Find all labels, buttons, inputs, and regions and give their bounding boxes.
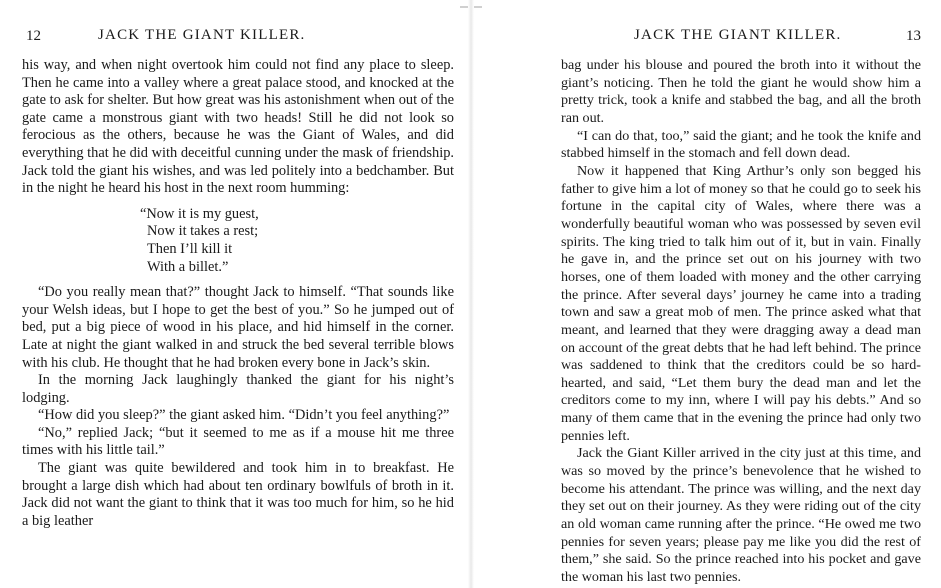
paragraph: “Do you really mean that?” thought Jack to himself. “That sounds like your Welsh ideas, but I hope to get the best of you.” So he jumped out of bed, put a big piece of wood in his place, and hid himself in the corner. Late at night the giant walked in and struck the bed several terrible blows with his club. He thought that he had broken every bone in Jack’s skin.	[22, 284, 454, 371]
book-gutter	[468, 0, 474, 588]
paragraph: The giant was quite bewildered and took him in to breakfast. He brought a large dish which had about ten ordinary bowlfuls of broth in it. Jack did not want the giant to think that it was too much for him, so he hid a big leather	[22, 460, 454, 529]
right-running-title: JACK THE GIANT KILLER.	[634, 27, 842, 43]
left-page-number: 12	[26, 28, 41, 44]
verse-line: Now it takes a rest;	[147, 223, 259, 240]
paragraph: “I can do that, too,” said the giant; and he took the knife and stabbed himself in the stomach and fell down dead.	[561, 127, 921, 162]
right-page-header	[561, 24, 921, 46]
right-page-number: 13	[906, 28, 921, 44]
verse-line: “Now it is my guest,	[140, 205, 259, 222]
left-running-title: JACK THE GIANT KILLER.	[98, 27, 306, 43]
left-page	[22, 0, 454, 588]
verse-line: With a billet.”	[147, 258, 229, 275]
paragraph: In the morning Jack laughingly thanked the giant for his night’s lodging.	[22, 372, 454, 406]
paragraph: Now it happened that King Arthur’s only son begged his father to give him a lot of money so that he could go to seek his fortune in the capital city of Wales, where there was a wonderfully beautiful woman who was possessed by seven evil spirits. The king tried to talk him out of it, but in vain. Finally he gave in, and the prince set out on his journey with two horses, one of them loaded with money and the other carrying the prince. After several days’ journey he came into a trading town and saw a great mob of men. The prince asked what that meant, and learned that they were dragging away a dead man on account of the great debts that he had left behind. The prince was saddened to think that the creditors could be so hard-hearted, and said, “Let them bury the dead man and let the creditors come to my inn, where I will pay his debts.” And so many of them came that in the evening the prince had only two pennies left.	[561, 162, 921, 444]
left-page-header	[22, 24, 454, 46]
paragraph: “No,” replied Jack; “but it seemed to me as if a mouse hit me three times with his little tail.”	[22, 424, 454, 459]
paragraph: his way, and when night overtook him could not find any place to sleep. Then he came into a valley where a great palace stood, and knocked at the gate to ask for shelter. But how great was his astonishment when out of the gate came a monstrous giant with two heads! Still he did not look so ferocious as the others, because he was the Giant of Wales, and did everything that he did with deceitful cunning under the mask of friendship. Jack told the giant his wishes, and was led politely into a bedchamber. But in the night he heard his host in the next room humming:	[22, 57, 454, 197]
paragraph: “How did you sleep?” the giant asked him. “Didn’t you feel anything?”	[38, 407, 450, 424]
left-page-body	[22, 57, 454, 530]
paragraph: Jack the Giant Killer arrived in the city just at this time, and was so moved by the prince’s benevolence that he wished to become his attendant. The prince was willing, and the next day they set out on their journey. As they were riding out of the city an old woman came running after the prince. “He owed me two pennies for seven years; please pay me like you did the rest of them,” she said. So the prince reached into his pocket and gave the woman his last two pennies.	[561, 445, 921, 586]
verse-line: Then I’ll kill it	[147, 240, 233, 257]
verse-block	[140, 206, 454, 276]
paragraph: bag under his blouse and poured the broth into it without the giant’s noticing. Then he told the giant he would show him a pretty trick, took a knife and stabbed the bag, and all the broth ran out.	[561, 57, 921, 126]
right-page-body	[561, 57, 921, 587]
right-page	[561, 0, 921, 588]
